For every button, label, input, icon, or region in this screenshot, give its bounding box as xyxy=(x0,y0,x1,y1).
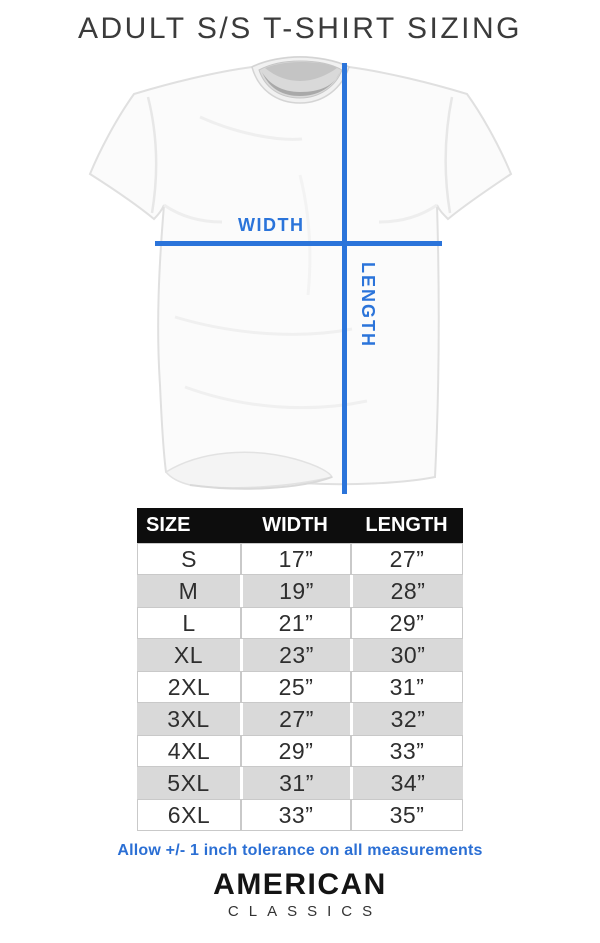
size-cell: 6XL xyxy=(137,799,240,831)
width-cell: 17” xyxy=(240,543,350,575)
size-cell: 3XL xyxy=(137,703,240,735)
length-cell: 28” xyxy=(350,575,463,607)
size-cell: 5XL xyxy=(137,767,240,799)
length-cell: 30” xyxy=(350,639,463,671)
logo-primary-text: AMERICAN xyxy=(213,868,387,901)
length-cell: 33” xyxy=(350,735,463,767)
width-cell: 33” xyxy=(240,799,350,831)
width-cell: 21” xyxy=(240,607,350,639)
length-cell: 32” xyxy=(350,703,463,735)
length-cell: 29” xyxy=(350,607,463,639)
table-row xyxy=(137,767,463,799)
length-cell: 27” xyxy=(350,543,463,575)
size-cell: M xyxy=(137,575,240,607)
header-cell-size: SIZE xyxy=(137,508,240,543)
header-cell-width: WIDTH xyxy=(240,508,350,543)
table-row xyxy=(137,703,463,735)
length-label: LENGTH xyxy=(358,262,378,348)
width-cell: 19” xyxy=(240,575,350,607)
width-cell: 31” xyxy=(240,767,350,799)
width-cell: 27” xyxy=(240,703,350,735)
length-measure-line xyxy=(342,63,347,494)
table-row xyxy=(137,799,463,831)
tshirt-image xyxy=(0,55,600,505)
length-cell: 34” xyxy=(350,767,463,799)
size-cell: 2XL xyxy=(137,671,240,703)
size-cell: XL xyxy=(137,639,240,671)
size-cell: L xyxy=(137,607,240,639)
length-cell: 35” xyxy=(350,799,463,831)
page-title: ADULT S/S T-SHIRT SIZING xyxy=(78,12,522,45)
header-cell-length: LENGTH xyxy=(350,508,463,543)
length-cell: 31” xyxy=(350,671,463,703)
table-row xyxy=(137,639,463,671)
table-row xyxy=(137,607,463,639)
size-chart-table xyxy=(137,508,463,831)
width-cell: 29” xyxy=(240,735,350,767)
size-chart-header-row xyxy=(137,508,463,543)
width-cell: 25” xyxy=(240,671,350,703)
width-cell: 23” xyxy=(240,639,350,671)
table-row xyxy=(137,735,463,767)
table-row xyxy=(137,543,463,575)
size-cell: 4XL xyxy=(137,735,240,767)
logo-secondary-text: CLASSICS xyxy=(227,903,383,920)
table-row xyxy=(137,671,463,703)
tolerance-note: Allow +/- 1 inch tolerance on all measurements xyxy=(117,842,483,859)
brand-logo xyxy=(0,870,600,920)
size-cell: S xyxy=(137,543,240,575)
width-label: WIDTH xyxy=(238,215,305,235)
width-measure-line xyxy=(155,241,442,246)
table-row xyxy=(137,575,463,607)
